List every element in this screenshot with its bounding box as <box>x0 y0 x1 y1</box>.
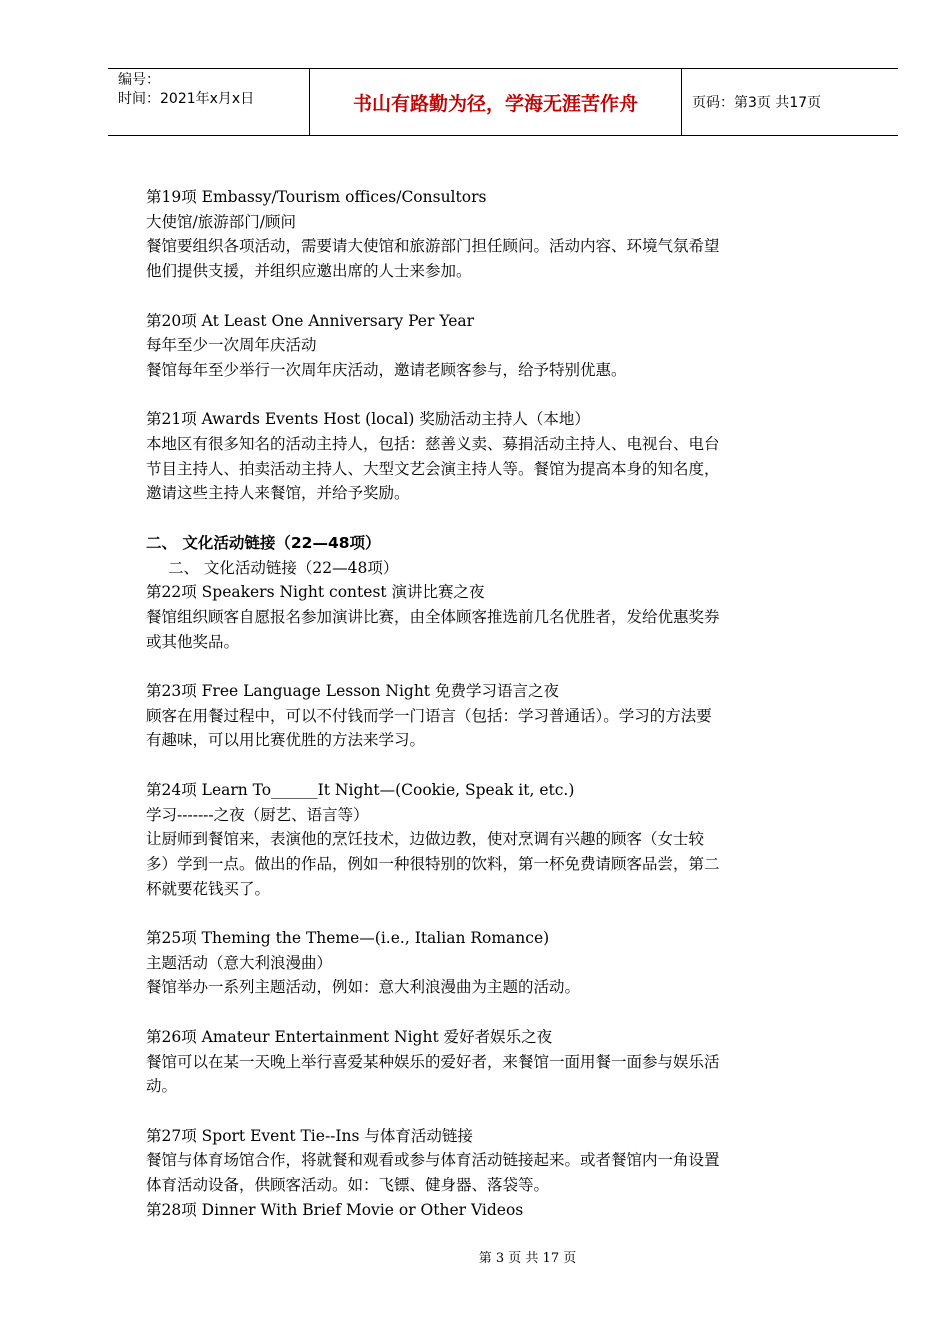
text-line: 让厨师到餐馆来，表演他的烹饪技术，边做边教，使对烹调有兴趣的顾客（女士较 <box>146 830 705 849</box>
text-line: 多）学到一点。做出的作品，例如一种很特别的饮料，第一杯免费请顾客品尝，第二 <box>146 854 720 873</box>
text-line: 大使馆/旅游部门/顾问 <box>146 212 296 231</box>
text-line: 餐馆组织顾客自愿报名参加演讲比赛，由全体顾客推选前几名优胜者，发给优惠奖券 <box>146 607 720 626</box>
text-line: 第21项 Awards Events Host (local) 奖励活动主持人（本地） <box>146 410 590 429</box>
text-line: 餐馆要组织各项活动，需要请大使馆和旅游部门担任顾问。活动内容、环境气氛希望 <box>146 237 720 256</box>
section-heading: 二、 文化活动链接（22—48项） <box>146 533 381 552</box>
blank-line <box>146 506 866 531</box>
header-meta <box>108 69 310 135</box>
blank-line <box>146 284 866 309</box>
text-line: 第19项 Embassy/Tourism offices/Consultors <box>146 188 487 206</box>
time-label: 时间：2021年x月x日 <box>118 91 255 107</box>
text-line: 第27项 Sport Event Tie--Ins 与体育活动链接 <box>146 1126 473 1145</box>
text-line: 餐馆举办一系列主题活动，例如：意大利浪漫曲为主题的活动。 <box>146 978 581 997</box>
page-header <box>108 68 898 136</box>
text-line: 动。 <box>146 1077 178 1096</box>
document-body <box>146 185 866 1222</box>
text-line: 每年至少一次周年庆活动 <box>146 336 317 355</box>
text-line: 他们提供支援，并组织应邀出席的人士来参加。 <box>146 262 472 281</box>
text-line: 体育活动设备，供顾客活动。如：飞镖、健身器、落袋等。 <box>146 1176 550 1194</box>
page-footer: 第 3 页 共 17 页 <box>478 1251 577 1266</box>
text-line: 第20项 At Least One Anniversary Per Year <box>146 311 475 330</box>
text-line: 餐馆可以在某一天晚上举行喜爱某种娱乐的爱好者，来餐馆一面用餐一面参与娱乐活 <box>146 1052 720 1071</box>
text-line: 第24项 Learn To______It Night—(Cookie, Speak it, etc.) <box>146 780 575 799</box>
text-line: 第25项 Theming the Theme—(i.e., Italian Romance) <box>146 929 550 947</box>
text-line: 杯就要花钱买了。 <box>146 879 271 898</box>
text-line: 第23项 Free Language Lesson Night 免费学习语言之夜 <box>146 682 559 700</box>
section-subheading: 二、 文化活动链接（22—48项） <box>168 558 399 577</box>
text-line: 餐馆每年至少举行一次周年庆活动，邀请老顾客参与，给予特别优惠。 <box>146 360 627 379</box>
header-motto: 书山有路勤为径，学海无涯苦作舟 <box>310 69 682 135</box>
text-line: 第28项 Dinner With Brief Movie or Other Videos <box>146 1200 524 1219</box>
blank-line <box>146 1099 866 1124</box>
text-line: 或其他奖品。 <box>146 632 240 651</box>
header-page-label: 页码：第3页 共17页 <box>692 95 822 111</box>
text-line: 餐馆与体育场馆合作，将就餐和观看或参与体育活动链接起来。或者餐馆内一角设置 <box>146 1151 720 1170</box>
text-line: 节目主持人、拍卖活动主持人、大型文艺会演主持人等。餐馆为提高本身的知名度， <box>146 459 720 478</box>
blank-line <box>146 383 866 408</box>
blank-line <box>146 654 866 679</box>
text-line: 本地区有很多知名的活动主持人，包括：慈善义卖、募捐活动主持人、电视台、电台 <box>146 435 720 453</box>
blank-line <box>146 753 866 778</box>
blank-line <box>146 1000 866 1025</box>
text-line: 第26项 Amateur Entertainment Night 爱好者娱乐之夜 <box>146 1027 553 1046</box>
text-line: 有趣味，可以用比赛优胜的方法来学习。 <box>146 731 426 750</box>
text-line: 学习-------之夜（厨艺、语言等） <box>146 805 369 824</box>
number-label: 编号： <box>118 72 160 88</box>
text-line: 顾客在用餐过程中，可以不付钱而学一门语言（包括：学习普通话）。学习的方法要 <box>146 706 712 725</box>
text-line: 主题活动（意大利浪漫曲） <box>146 953 333 972</box>
blank-line <box>146 901 866 926</box>
text-line: 第22项 Speakers Night contest 演讲比赛之夜 <box>146 583 485 602</box>
text-line: 邀请这些主持人来餐馆，并给予奖励。 <box>146 484 410 503</box>
